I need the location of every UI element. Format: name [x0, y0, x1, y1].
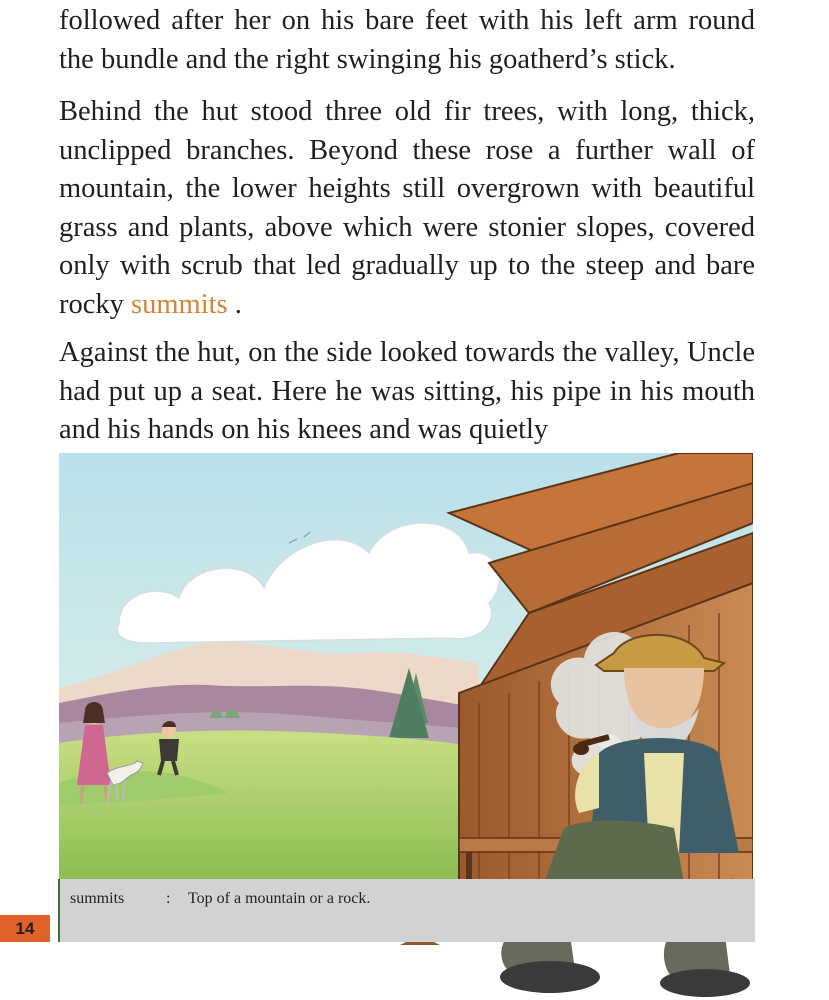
glossary-term: summits [70, 890, 125, 907]
glossary-separator: : [166, 890, 171, 907]
glossary-box [58, 879, 755, 942]
glossary-word-summits: summits [131, 288, 228, 320]
glossary-definition: Top of a mountain or a rock. [188, 890, 371, 907]
story-illustration [59, 453, 753, 883]
illustration-scene [59, 453, 753, 883]
story-paragraph-3: Against the hut, on the side looked towards the valley, Uncle had put up a seat. Here he was sitting, his pipe in his mouth and his hands on his knees and was quietly [59, 337, 755, 445]
paragraph-2-end: . [227, 288, 242, 320]
story-paragraph-1: followed after her on his bare feet with his left arm round the bundle and the right swinging his goatherd’s stick. [59, 5, 755, 75]
page-number-badge: 14 [0, 915, 50, 942]
story-paragraph-2 [59, 93, 755, 324]
paragraph-2-text: Behind the hut stood three old fir trees, with long, thick, unclipped branches. Beyond these rose a further wall of mountain, the lower heights still overgrown with beautiful grass and plants, above which were stonier slopes, covered only with scrub that led gradually up to the steep and bare rocky [59, 96, 755, 320]
illustration-overflow-feet [400, 935, 760, 1000]
